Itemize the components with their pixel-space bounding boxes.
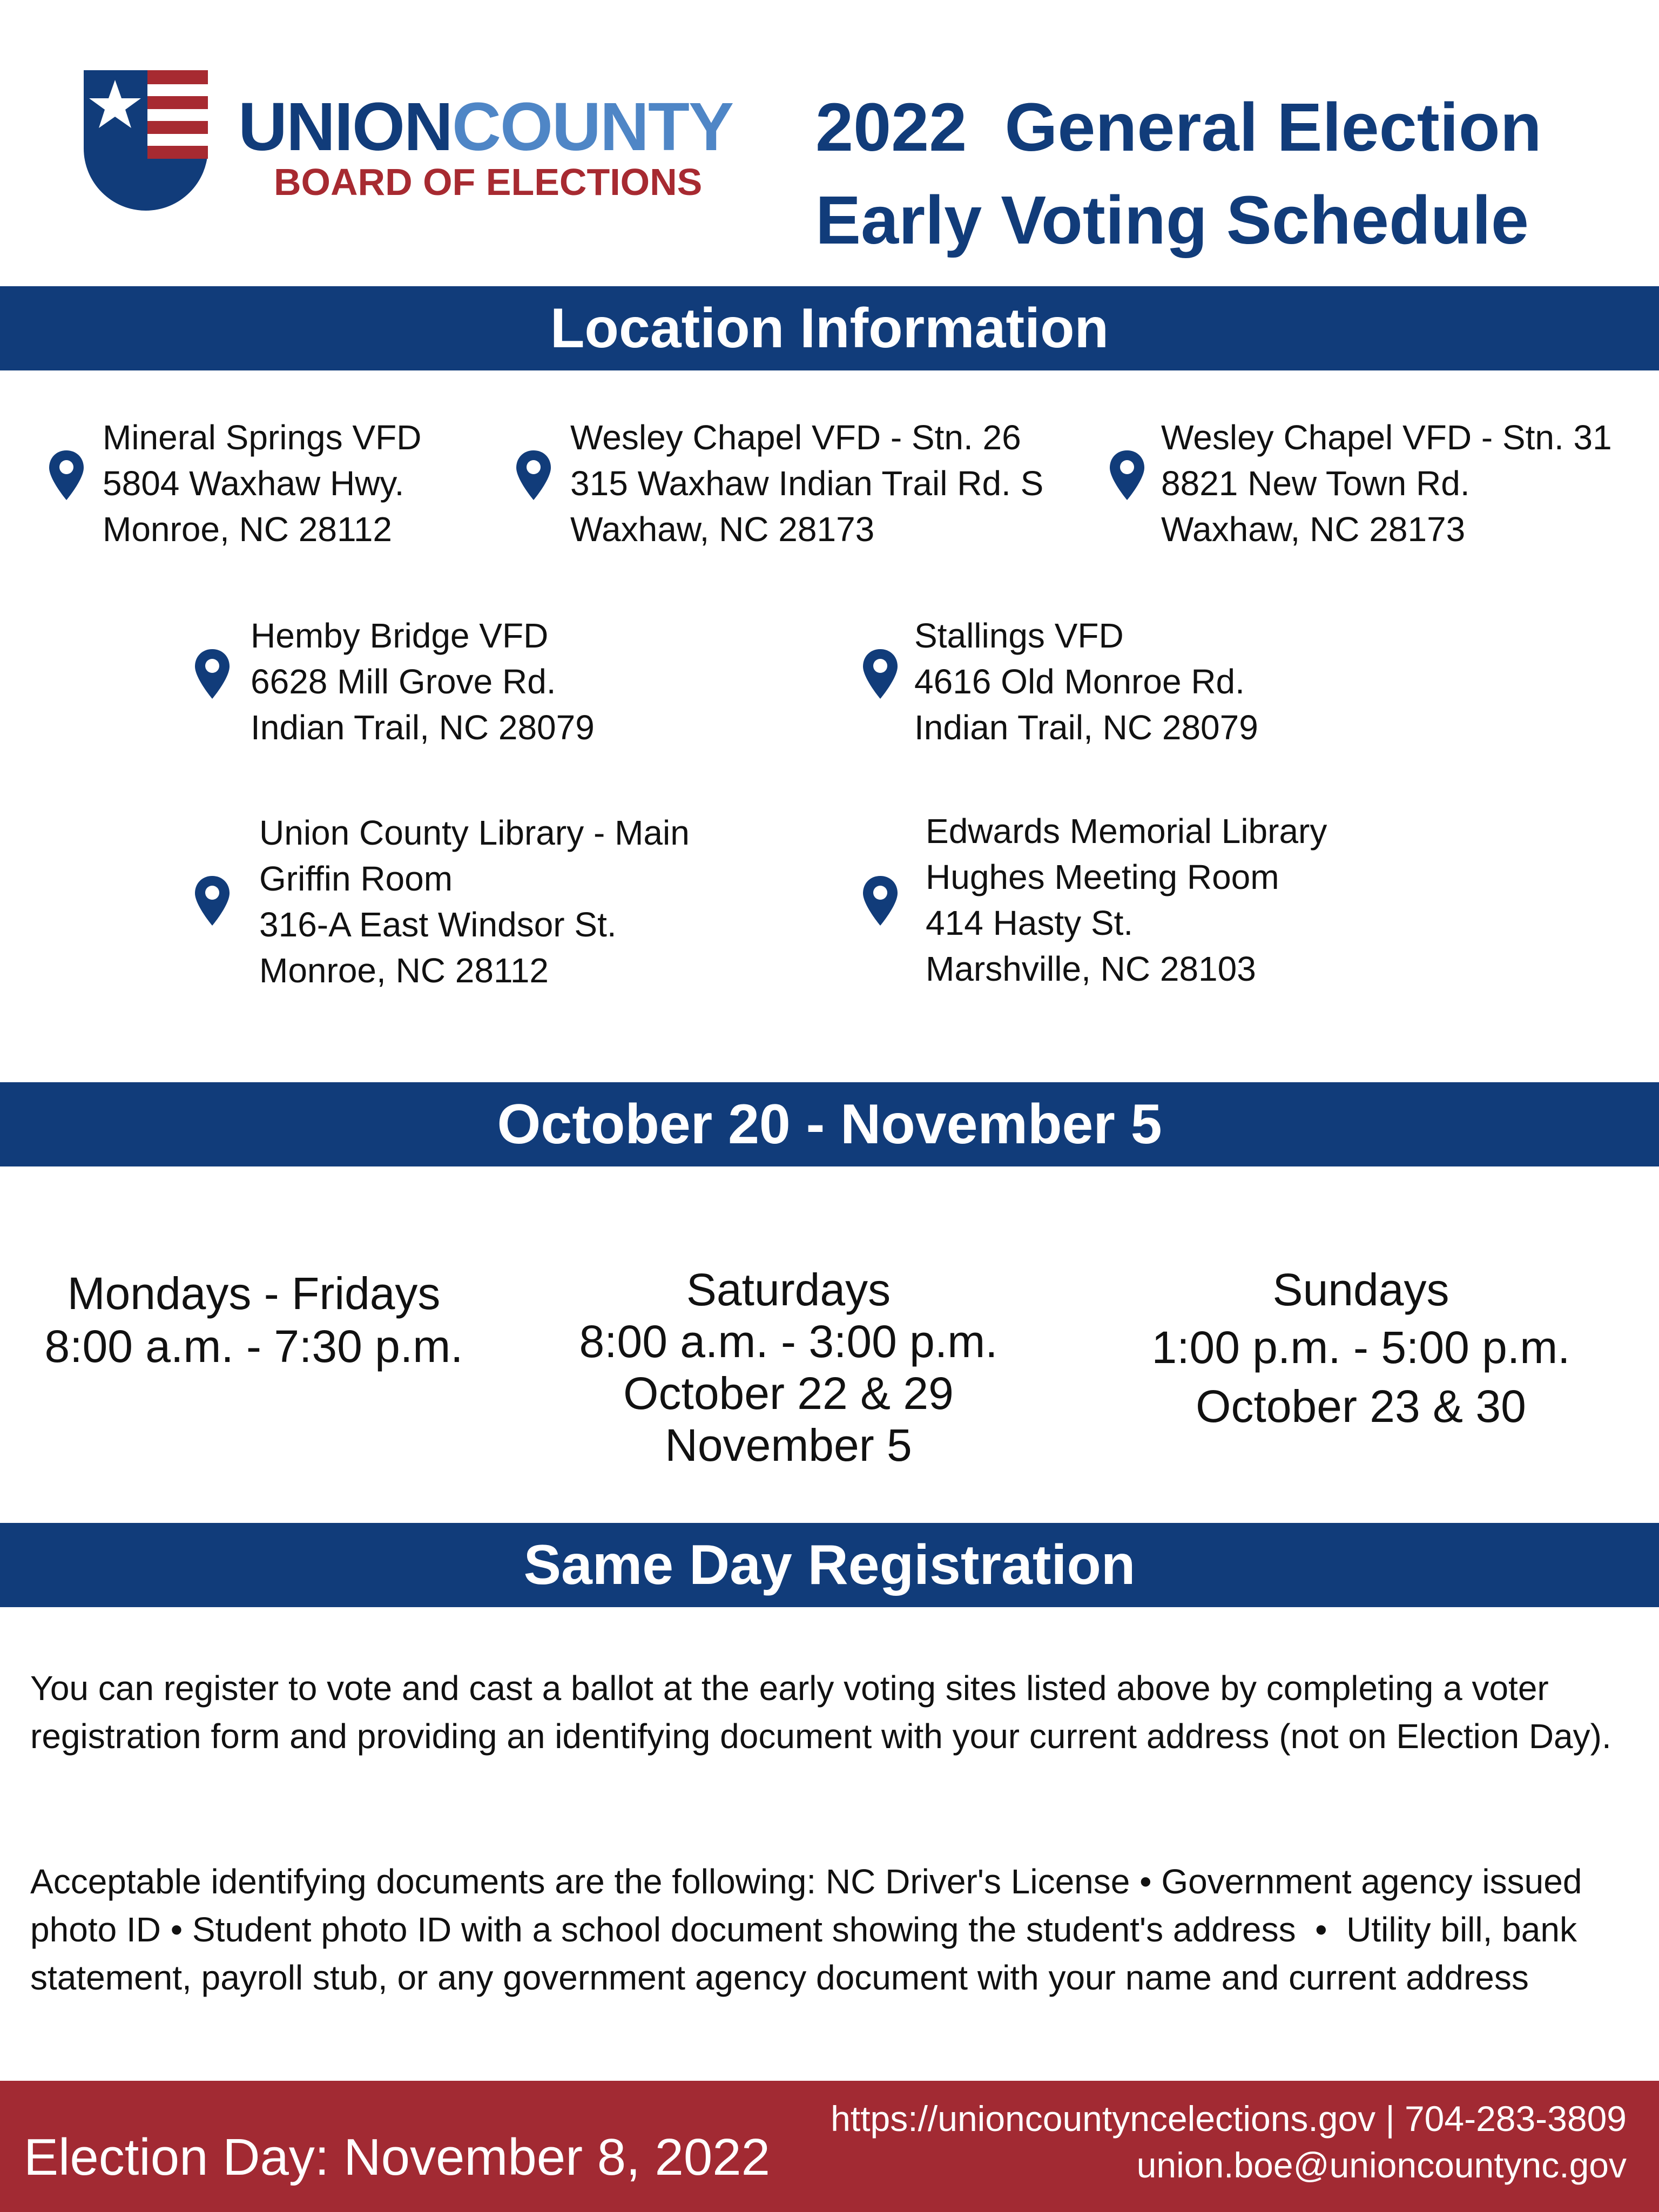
acceptable-documents-paragraph: Acceptable identifying documents are the following: NC Driver's License • Government agency issued photo ID • Student photo ID with a school document showing the student's address • Utility bill, bank statement, payroll stub, or any government agency document with your name and current address	[30, 1862, 1592, 1997]
location-city: Indian Trail, NC 28079	[914, 708, 1258, 747]
map-pin-icon	[48, 449, 85, 501]
map-pin-icon	[861, 648, 899, 700]
logo-wordmark	[238, 89, 733, 165]
location-city: Monroe, NC 28112	[259, 951, 549, 990]
election-day-text: Election Day: November 8, 2022	[24, 2128, 771, 2186]
map-pin-icon	[861, 875, 899, 927]
map-pin-icon	[1108, 449, 1146, 501]
registration-paragraph: You can register to vote and cast a ballot at the early voting sites listed above by completing a voter registration form and providing an identifying document with your current address (not on Election Day).	[30, 1669, 1611, 1756]
location-name: Wesley Chapel VFD - Stn. 31	[1161, 418, 1612, 457]
location-street: 4616 Old Monroe Rd.	[914, 662, 1245, 701]
location-name: Hemby Bridge VFD	[251, 616, 549, 655]
location-street: 8821 New Town Rd.	[1161, 464, 1470, 503]
title-line-2: Early Voting Schedule	[815, 182, 1529, 258]
location-room: Hughes Meeting Room	[926, 858, 1279, 896]
email-link[interactable]: union.boe@unioncountync.gov	[1136, 2145, 1627, 2185]
location-wesley-chapel-26	[570, 415, 1043, 552]
union-county-logo	[84, 70, 748, 216]
location-name: Mineral Springs VFD	[103, 418, 422, 457]
location-name: Edwards Memorial Library	[926, 812, 1327, 851]
schedule-weekdays	[22, 1266, 486, 1372]
location-information-heading: Location Information	[0, 286, 1659, 370]
location-city: Waxhaw, NC 28173	[570, 510, 875, 549]
schedule-weekdays-label: Mondays - Fridays	[67, 1268, 441, 1319]
schedule-saturdays-label: Saturdays	[686, 1264, 891, 1315]
location-city: Monroe, NC 28112	[103, 510, 392, 549]
schedule-saturdays	[556, 1264, 1021, 1471]
location-edwards-memorial-library	[926, 808, 1327, 992]
schedule-sundays-hours: 1:00 p.m. - 5:00 p.m.	[1151, 1322, 1570, 1373]
location-street: 5804 Waxhaw Hwy.	[103, 464, 404, 503]
location-hemby-bridge	[251, 613, 595, 751]
location-street: 315 Waxhaw Indian Trail Rd. S	[570, 464, 1044, 503]
map-pin-icon	[193, 648, 231, 700]
schedule-sundays-label: Sundays	[1272, 1264, 1449, 1315]
same-day-registration-heading: Same Day Registration	[0, 1523, 1659, 1607]
title-line-1: 2022 General Election	[815, 89, 1542, 165]
location-name: Union County Library - Main	[259, 813, 690, 852]
schedule-weekdays-hours: 8:00 a.m. - 7:30 p.m.	[44, 1321, 463, 1372]
location-city: Marshville, NC 28103	[926, 949, 1256, 988]
logo-union-text: UNION	[238, 89, 452, 165]
website-phone-link[interactable]: https://unioncountyncelections.gov | 704-283-3809	[831, 2099, 1627, 2139]
schedule-saturdays-dates: October 22 & 29	[623, 1368, 954, 1419]
early-voting-dates-heading: October 20 - November 5	[0, 1082, 1659, 1166]
location-street: 414 Hasty St.	[926, 903, 1134, 942]
location-wesley-chapel-31	[1161, 415, 1612, 552]
logo-subtitle: BOARD OF ELECTIONS	[274, 161, 703, 203]
flag-shield-icon	[84, 70, 208, 212]
schedule-saturdays-dates-2: November 5	[665, 1420, 912, 1471]
location-street: 6628 Mill Grove Rd.	[251, 662, 556, 701]
location-name: Wesley Chapel VFD - Stn. 26	[570, 418, 1021, 457]
location-name: Stallings VFD	[914, 616, 1124, 655]
location-union-county-library	[259, 810, 690, 994]
map-pin-icon	[193, 875, 231, 927]
schedule-saturdays-hours: 8:00 a.m. - 3:00 p.m.	[579, 1316, 998, 1367]
map-pin-icon	[515, 449, 552, 501]
page-title	[815, 81, 1626, 267]
schedule-sundays-dates: October 23 & 30	[1196, 1381, 1526, 1432]
location-room: Griffin Room	[259, 859, 453, 898]
location-city: Indian Trail, NC 28079	[251, 708, 595, 747]
logo-county-text: COUNTY	[452, 89, 733, 165]
location-street: 316-A East Windsor St.	[259, 905, 617, 944]
contact-info	[831, 2095, 1627, 2188]
schedule-sundays	[1129, 1264, 1593, 1433]
location-city: Waxhaw, NC 28173	[1161, 510, 1466, 549]
location-mineral-springs	[103, 415, 421, 552]
location-stallings	[914, 613, 1258, 751]
